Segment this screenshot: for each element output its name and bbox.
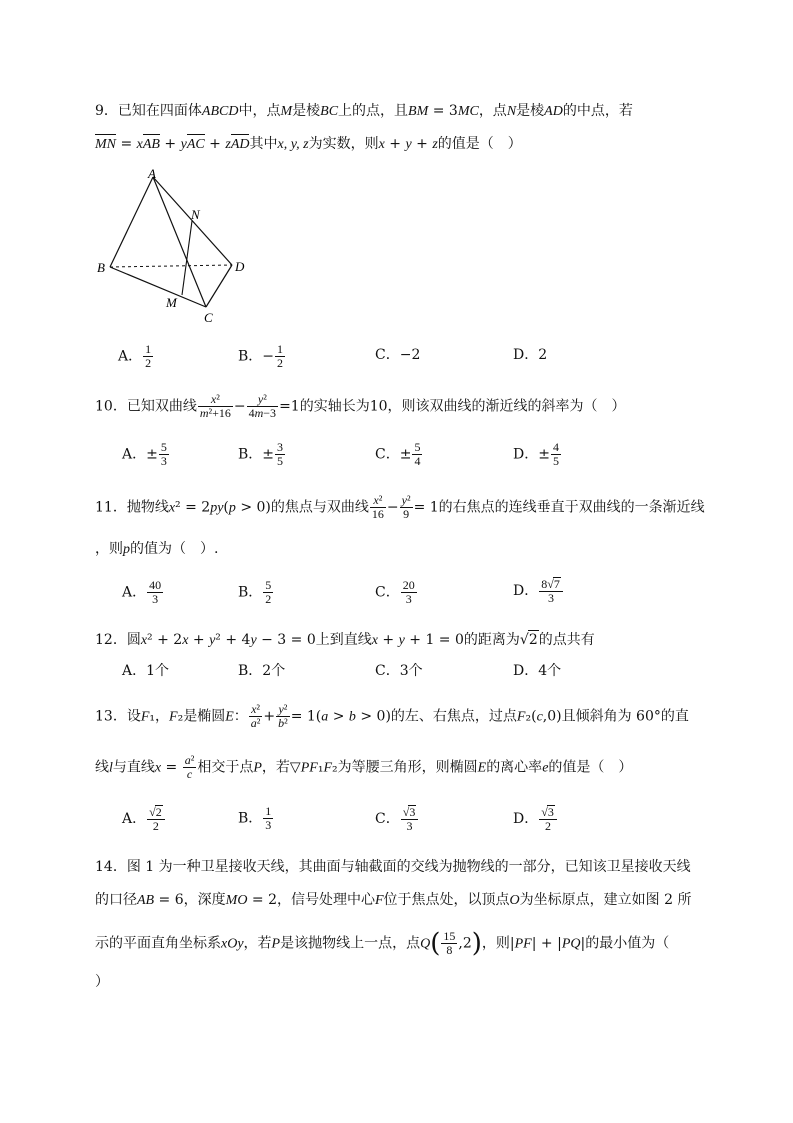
q10-option-a[interactable]: A．± $\frac{5}{3}$ [122, 440, 167, 468]
q9-option-c[interactable]: C．−2 [375, 347, 421, 363]
q14-line4: ） [95, 974, 109, 990]
q9-line2: MN = xAB + yAC + zAD其中x, y, z为实数，则x + y + z的值是（ ） [95, 136, 522, 152]
label-A: A [148, 166, 156, 181]
q11-option-d[interactable]: D． $\frac{8√7}{3}$ [513, 577, 564, 605]
q12-option-c[interactable]: C．3个 [375, 663, 423, 679]
q10-option-d[interactable]: D．± $\frac{4}{5}$ [513, 440, 559, 468]
q11-line2: ，则p的值为（ ）. [95, 541, 219, 557]
label-M: M [166, 295, 177, 310]
q12-option-a[interactable]: A．1个 [122, 663, 170, 679]
q12-option-d[interactable]: D．4个 [513, 663, 562, 679]
q9-line1: 9．已知在四面体ABCD中，点M是棱BC上的点，且BM = 3MC，点N是棱AD的中点，若 [95, 103, 633, 119]
q10-option-c[interactable]: C．± $\frac{5}{4}$ [375, 440, 421, 468]
q10-text: 10．已知双曲线 $\frac{\text{x²}}{\text{m²+16}}$ − $\frac{\text{y²}}{4m-3}$ =1的实轴长为10，则该双曲线的渐近线的斜率为（ ） [95, 392, 626, 420]
label-C: C [204, 310, 213, 325]
q11-option-c[interactable]: C． $\frac{20}{3}$ [375, 578, 415, 606]
q11-option-b[interactable]: B． $\frac{5}{2}$ [238, 578, 272, 606]
q14-line3: 示的平面直角坐标系xOy，若P是该抛物线上一点，点Q( $\frac{15}{8}$ ,2)，则|PF| + |PQ|的最小值为（ [95, 928, 670, 959]
q9-option-d[interactable]: D．2 [513, 347, 548, 363]
q13-option-c[interactable]: C． $\frac{√3}{3}$ [375, 805, 419, 833]
q13-option-d[interactable]: D． $\frac{√3}{2}$ [513, 805, 558, 833]
tetrahedron-figure [95, 165, 255, 325]
label-N: N [191, 207, 200, 222]
q13-option-b[interactable]: B． $\frac{1}{3}$ [238, 804, 272, 832]
q11-option-a[interactable]: A． $\frac{40}{3}$ [122, 578, 162, 606]
q12-text: 12．圆x² + 2x + y² + 4y − 3 = 0上到直线x + y + 1 = 0的距离为√2的点共有 [95, 632, 595, 648]
q9-option-a[interactable]: A． $\frac{1}{2}$ [118, 342, 152, 370]
q14-line1: 14．图 1 为一种卫星接收天线，其曲面与轴截面的交线为抛物线的一部分，已知该卫星接收天线 [95, 859, 691, 875]
label-B: B [97, 260, 105, 275]
q10-option-b[interactable]: B．± $\frac{3}{5}$ [238, 440, 284, 468]
q11-line1: 11．抛物线x² = 2py(p > 0)的焦点与双曲线 $\frac{\text{x²}}{16}$ − $\frac{\text{y²}}{9}$ = 1的右焦点的连线垂直于双曲线的一条渐近线 [95, 493, 705, 521]
q13-line1: 13．设F₁，F₂是椭圆E： $\frac{\text{x²}}{\text{a²}}$ + $\frac{\text{y²}}{\text{b²}}$ = 1(a > b > 0)的左、右焦点，过点F₂(c,0)且倾斜角为 60°的直 [95, 702, 689, 730]
label-D: D [235, 259, 245, 274]
q13-line2: 线l与直线x = $\frac{\text{a²}}{c}$ 相交于点P，若▽PF₁F₂为等腰三角形，则椭圆E的离心率e的值是（ ） [95, 753, 633, 781]
q14-line2: 的口径AB = 6，深度MO = 2，信号处理中心F位于焦点处，以顶点O为坐标原点，建立如图 2 所 [95, 892, 692, 908]
q9-option-b[interactable]: B．− $\frac{1}{2}$ [238, 342, 284, 370]
q13-option-a[interactable]: A． $\frac{√2}{2}$ [122, 805, 166, 833]
q12-option-b[interactable]: B．2个 [238, 663, 286, 679]
